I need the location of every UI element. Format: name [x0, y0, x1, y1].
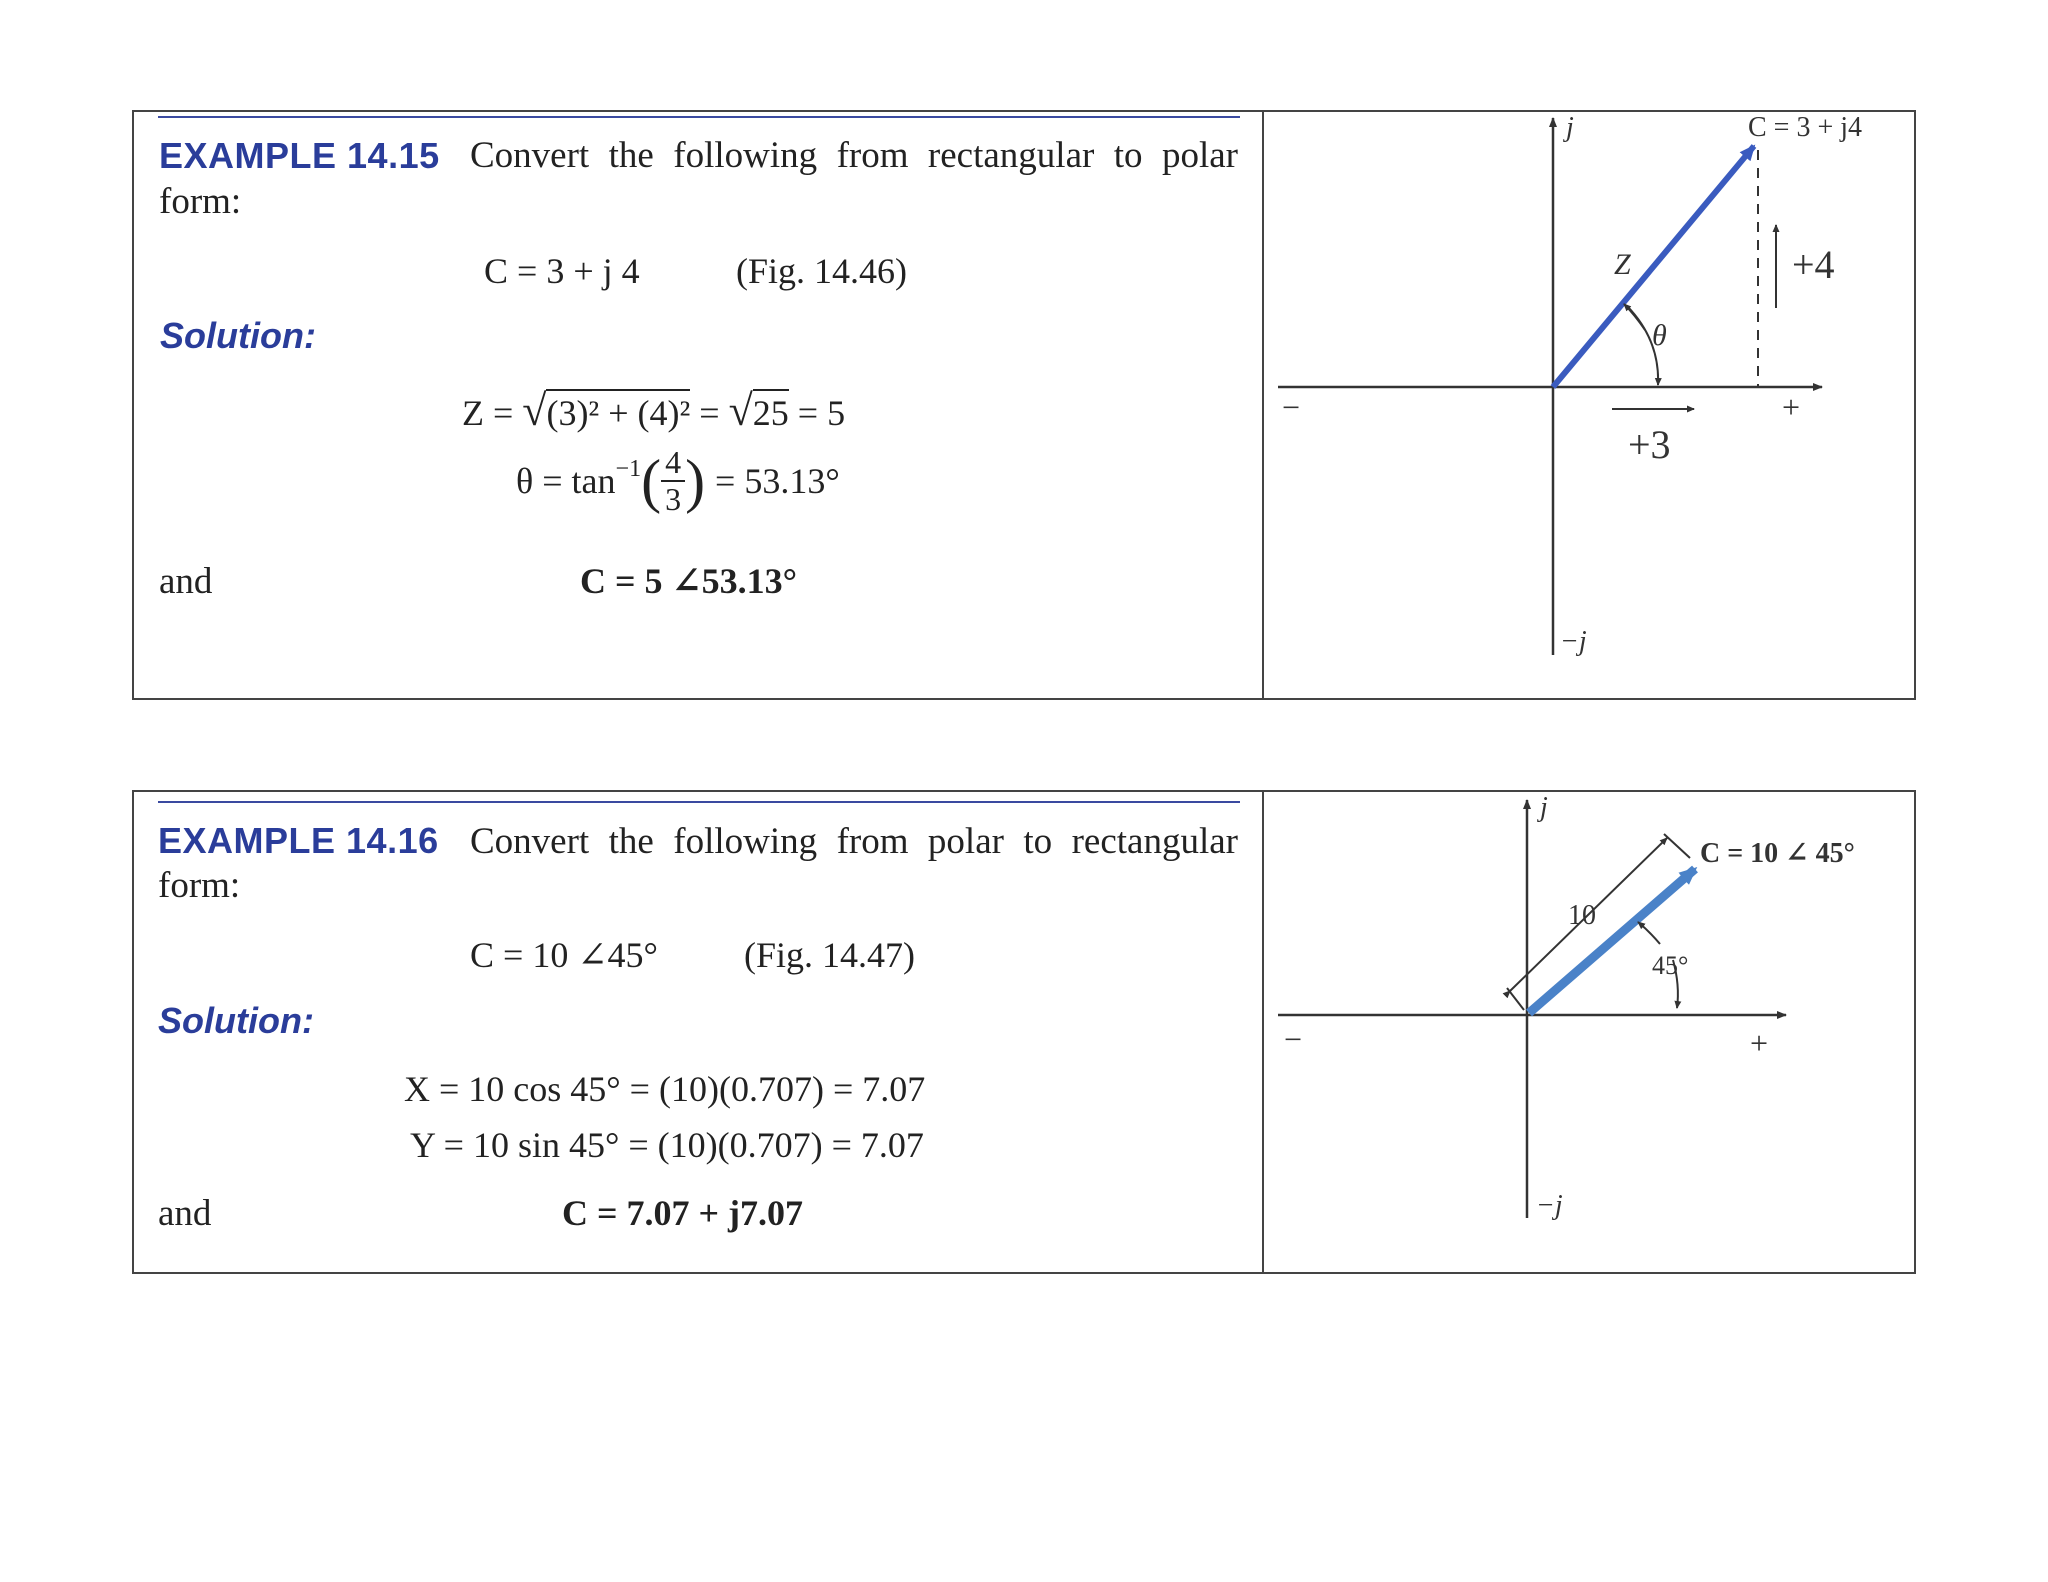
fig1-label-neg-j: −j [1560, 626, 1587, 657]
sqrt-sign-1: √ [522, 386, 547, 435]
fig1-angle-label: θ [1652, 319, 1667, 352]
example-14-15-fig-ref: (Fig. 14.46) [736, 251, 907, 291]
fig2-vector-label: C = 10 ∠ 45° [1700, 838, 1855, 869]
fig2-angle-label: 45° [1652, 951, 1689, 980]
example-14-16-solution-label: Solution: [158, 1000, 314, 1041]
fig1-label-pos-j: j [1566, 112, 1574, 143]
example-14-16-intro-line1: Convert the following from polar to rectangular [470, 821, 1238, 862]
eq-theta-sup: −1 [615, 455, 642, 482]
eq-theta-rhs: = 53.13° [715, 461, 840, 502]
example-14-15-label: EXAMPLE 14.15 [159, 135, 440, 176]
fig2-angle-arc-start [1638, 922, 1660, 944]
eq-z-radicand: (3)² + (4)² [546, 389, 690, 433]
eq-z-radicand-2: 25 [753, 389, 789, 433]
example-14-16-and: and [158, 1193, 212, 1234]
fig2-dimension-tick-end [1664, 834, 1690, 858]
fig1-real-component-label: +3 [1628, 422, 1671, 467]
eq-theta-lhs: θ = tan [516, 461, 616, 502]
fig2-label-minus: − [1284, 1021, 1303, 1057]
example-14-15-intro-line1: Convert the following from rectangular to polar [470, 135, 1238, 176]
example-14-16-result: C = 7.07 + j7.07 [562, 1193, 804, 1233]
fig1-label-minus: − [1282, 389, 1301, 425]
fig1-imag-component-label: +4 [1792, 242, 1835, 287]
fig1-label-plus: + [1782, 389, 1801, 425]
fig2-label-pos-j: j [1540, 792, 1548, 823]
example-14-16-label: EXAMPLE 14.16 [158, 820, 439, 861]
fig2-label-neg-j: −j [1536, 1190, 1563, 1221]
right-paren: ) [685, 447, 706, 514]
example-14-15-intro-line2: form: [159, 181, 242, 222]
fig2-label-plus: + [1750, 1025, 1769, 1061]
example-14-16-fig-ref: (Fig. 14.47) [744, 935, 915, 975]
sqrt-sign-2: √ [728, 386, 753, 435]
fraction-numerator: 4 [661, 445, 685, 482]
fraction-denominator: 3 [665, 481, 682, 518]
eq-z-mid: = [699, 393, 720, 433]
example-14-15-result: C = 5 ∠53.13° [580, 561, 798, 601]
example-14-16-intro-line2: form: [158, 865, 241, 906]
eq-z-lhs: Z = [462, 393, 514, 433]
example-14-15-solution-label: Solution: [160, 315, 316, 356]
example-14-15-and: and [159, 561, 213, 602]
eq-z-end: = 5 [797, 393, 846, 433]
example-14-16-given: C = 10 ∠45° [470, 935, 658, 975]
fig2-dimension-tick-start [1507, 988, 1524, 1010]
fig1-vector-label: C = 3 + j4 [1748, 112, 1863, 143]
fig1-magnitude-label: Z [1614, 248, 1631, 281]
equation-x: X = 10 cos 45° = (10)(0.707) = 7.07 [404, 1069, 926, 1109]
given-expression: C = 3 + j 4 [484, 251, 640, 291]
equation-y: Y = 10 sin 45° = (10)(0.707) = 7.07 [410, 1125, 924, 1165]
left-paren: ( [641, 447, 662, 514]
fig2-magnitude-label: 10 [1568, 900, 1596, 931]
